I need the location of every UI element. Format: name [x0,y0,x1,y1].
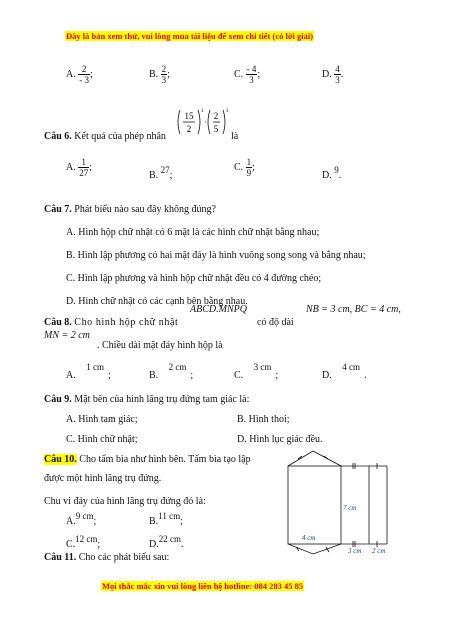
question-text: Phát biểu nào sau đây không đúng? [74,204,216,215]
option-label: B. [149,516,159,527]
option-label: B. [149,170,159,181]
q7-stem [44,204,216,215]
option-label: A. [66,161,76,173]
q8-option-d[interactable] [322,362,367,381]
option-tail: . [363,370,367,381]
height-label: 7 cm [343,504,357,512]
option-label: D. [322,170,332,181]
q5-option-b[interactable] [149,64,170,85]
option-tail: ; [167,68,170,80]
option-value: 22 cm [158,534,181,544]
q8-stem [44,317,178,328]
option-value: 4 cm [342,362,360,372]
fraction [78,157,89,178]
q5-option-c[interactable] [234,64,260,85]
f2-exponent: 3 [226,109,229,114]
q8-nb-bc: NB = 3 cm, BC = 4 cm, [306,304,401,315]
fraction [246,64,261,85]
option-value: 27 [160,165,170,175]
multiply-dot: · [204,118,207,127]
numerator: 4 [335,64,340,74]
width-label-3: 3 cm [348,547,362,555]
q6-expression-graphic [176,107,232,139]
option-value: 11 cm [158,511,181,521]
question-text: Kết quả của phép nhân [74,131,166,142]
option-label: D. [322,370,332,381]
q7-option-b[interactable]: B. Hình lập phương có hai mặt đáy là hình vuông song song và bằng nhau; [66,250,366,261]
prism-net-figure [282,446,392,558]
denominator: 27 [79,168,89,178]
question-number: Câu 6. [44,131,72,142]
option-tail: ; [89,68,93,80]
q10-stem [44,454,251,465]
q5-option-a[interactable] [66,64,93,85]
question-number: Câu 11. [44,552,77,563]
fraction [78,64,90,85]
q6-option-d[interactable] [322,165,342,181]
f1-denominator: 2 [186,124,192,134]
footer-banner: Mọi thắc mắc xin vui lòng liên hệ hotline: 084 283 45 85 [102,581,304,591]
numerator: 1 [246,157,252,167]
q9-option-c[interactable]: C. Hình chữ nhật; [66,434,138,445]
option-tail: ; [275,370,279,381]
q9-option-b[interactable]: B. Hình thoi; [237,414,290,425]
question-number: Câu 8. [44,317,72,328]
numerator: 2 [81,64,87,74]
option-label: D. [322,68,332,80]
q8-mn: MN = 2 cm [44,330,90,341]
q8-stem-2: có độ dài [257,317,294,328]
option-value: 9 [334,165,339,175]
option-tail: . [338,170,342,181]
q8-stem-3: . Chiều dài mặt đáy hình hộp là [97,340,223,351]
numerator: 2 [161,64,167,74]
option-tail: ; [93,516,97,527]
denominator: 3 [246,74,258,85]
option-tail: ; [190,370,194,381]
q10-option-c[interactable] [66,534,101,550]
option-tail: ; [257,68,261,80]
question-text: Cho hình hộp chữ nhật [74,317,179,328]
option-label: A. [66,516,76,527]
option-label: A. [66,370,76,381]
q10-option-b[interactable] [149,511,183,527]
q6-option-c[interactable] [234,157,255,178]
f2-denominator: 5 [213,124,219,134]
option-tail: ; [97,539,101,550]
option-tail: ; [89,161,93,173]
option-label: C. [66,539,76,550]
q6-option-a[interactable] [66,157,92,178]
option-label: C. [234,370,244,381]
f1-numerator: 15 [184,111,194,121]
question-number: Câu 9. [44,394,72,405]
numerator: - 4 [246,64,257,74]
q10-line-2: được một hình lăng trụ đứng. [44,473,162,484]
option-label: B. [149,68,159,80]
q8-box-name: ABCD.MNPQ [190,304,247,315]
option-value: 9 cm [75,511,94,521]
option-value: 2 cm [168,362,187,372]
question-text: Cho các phát biểu sau: [78,552,170,563]
q9-stem [44,394,249,405]
option-label: B. [149,370,159,381]
q5-option-d[interactable] [322,64,343,85]
q7-option-d[interactable]: D. Hình chữ nhật có các cạnh bên bằng nhau. [66,296,248,307]
q10-line-3: Chu vi đáy của hình lăng trụ đứng đó là: [44,496,206,507]
header-banner: Đây là bản xem thử, vui lòng mua tài liệu để xem chi tiết (có lời giải) [66,31,314,41]
question-number: Câu 10. [44,454,77,465]
q6-stem [44,131,166,142]
option-tail: ; [252,161,255,173]
width-label-2: 2 cm [372,547,386,555]
q10-option-a[interactable] [66,511,97,527]
question-text: Cho tấm bìa như hình bên. Tấm bìa tạo lập [79,454,251,465]
option-tail: ; [180,516,183,527]
q8-option-b[interactable] [149,362,194,381]
option-label: A. [66,68,76,80]
option-value: 3 cm [253,362,272,372]
q9-option-d[interactable]: D. Hình lục giác đều. [237,434,323,445]
question-text: Mặt bên của hình lăng trụ đứng tam giác là: [74,394,250,405]
q7-option-c[interactable]: C. Hình lập phương và hình hộp chữ nhật đều có 4 đường chéo; [66,273,322,284]
option-tail: ; [107,370,111,381]
denominator: - 3 [79,75,89,85]
option-label: C. [234,68,244,80]
denominator: 3 [335,75,340,85]
q8-option-c[interactable] [234,362,279,381]
q6-tail: là [231,131,239,142]
q6-expression [176,107,232,142]
denominator: 9 [246,168,252,178]
q8-option-a[interactable] [66,362,111,381]
option-label: C. [234,161,244,173]
q9-option-a[interactable]: A. Hình tam giác; [66,414,138,425]
option-label: D. [149,539,159,550]
option-tail: ; [169,170,173,181]
q10-option-d[interactable] [149,534,184,550]
width-label-4: 4 cm [302,534,316,542]
question-number: Câu 7. [44,204,72,215]
q11-stem [44,552,169,563]
f1-exponent: 3 [201,109,204,114]
option-tail: . [340,68,344,80]
denominator: 3 [161,75,167,85]
option-tail: . [180,539,184,550]
option-value: 1 cm [86,362,104,372]
q6-option-b[interactable] [149,165,173,181]
f2-numerator: 2 [213,111,219,121]
numerator: 1 [81,157,86,167]
option-value: 12 cm [75,534,98,544]
q7-option-a[interactable]: A. Hình hộp chữ nhật có 6 mặt là các hình chữ nhật bằng nhau; [66,227,320,238]
